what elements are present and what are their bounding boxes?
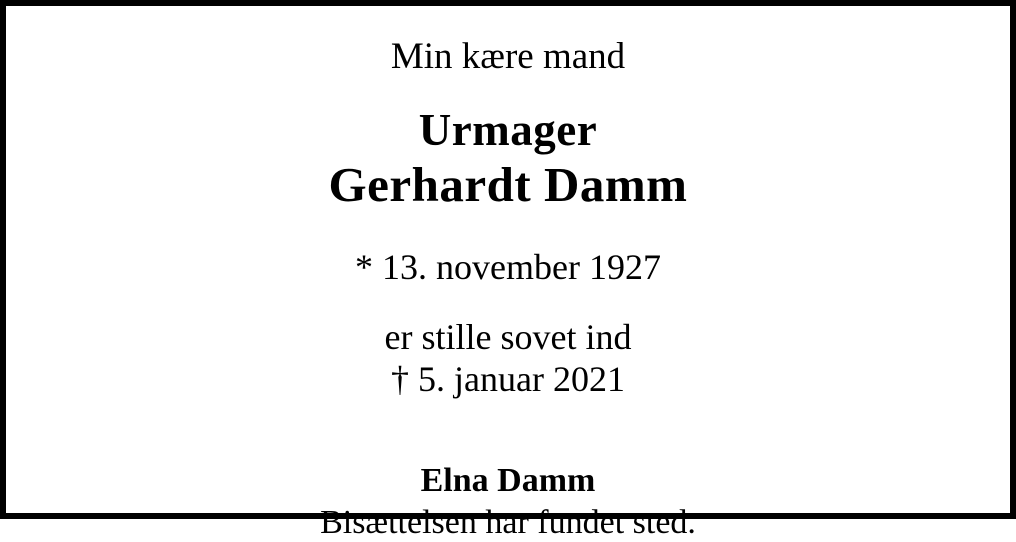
deceased-name: Gerhardt Damm bbox=[328, 156, 688, 212]
funeral-statement: Bisættelsen har fundet sted. bbox=[320, 503, 696, 541]
death-date: † 5. januar 2021 bbox=[391, 359, 625, 400]
passing-phrase: er stille sovet ind bbox=[384, 317, 632, 358]
intro-text: Min kære mand bbox=[390, 36, 626, 77]
profession-title: Urmager bbox=[418, 105, 598, 156]
survivor-name: Elna Damm bbox=[420, 461, 596, 499]
birth-date: * 13. november 1927 bbox=[355, 246, 661, 287]
